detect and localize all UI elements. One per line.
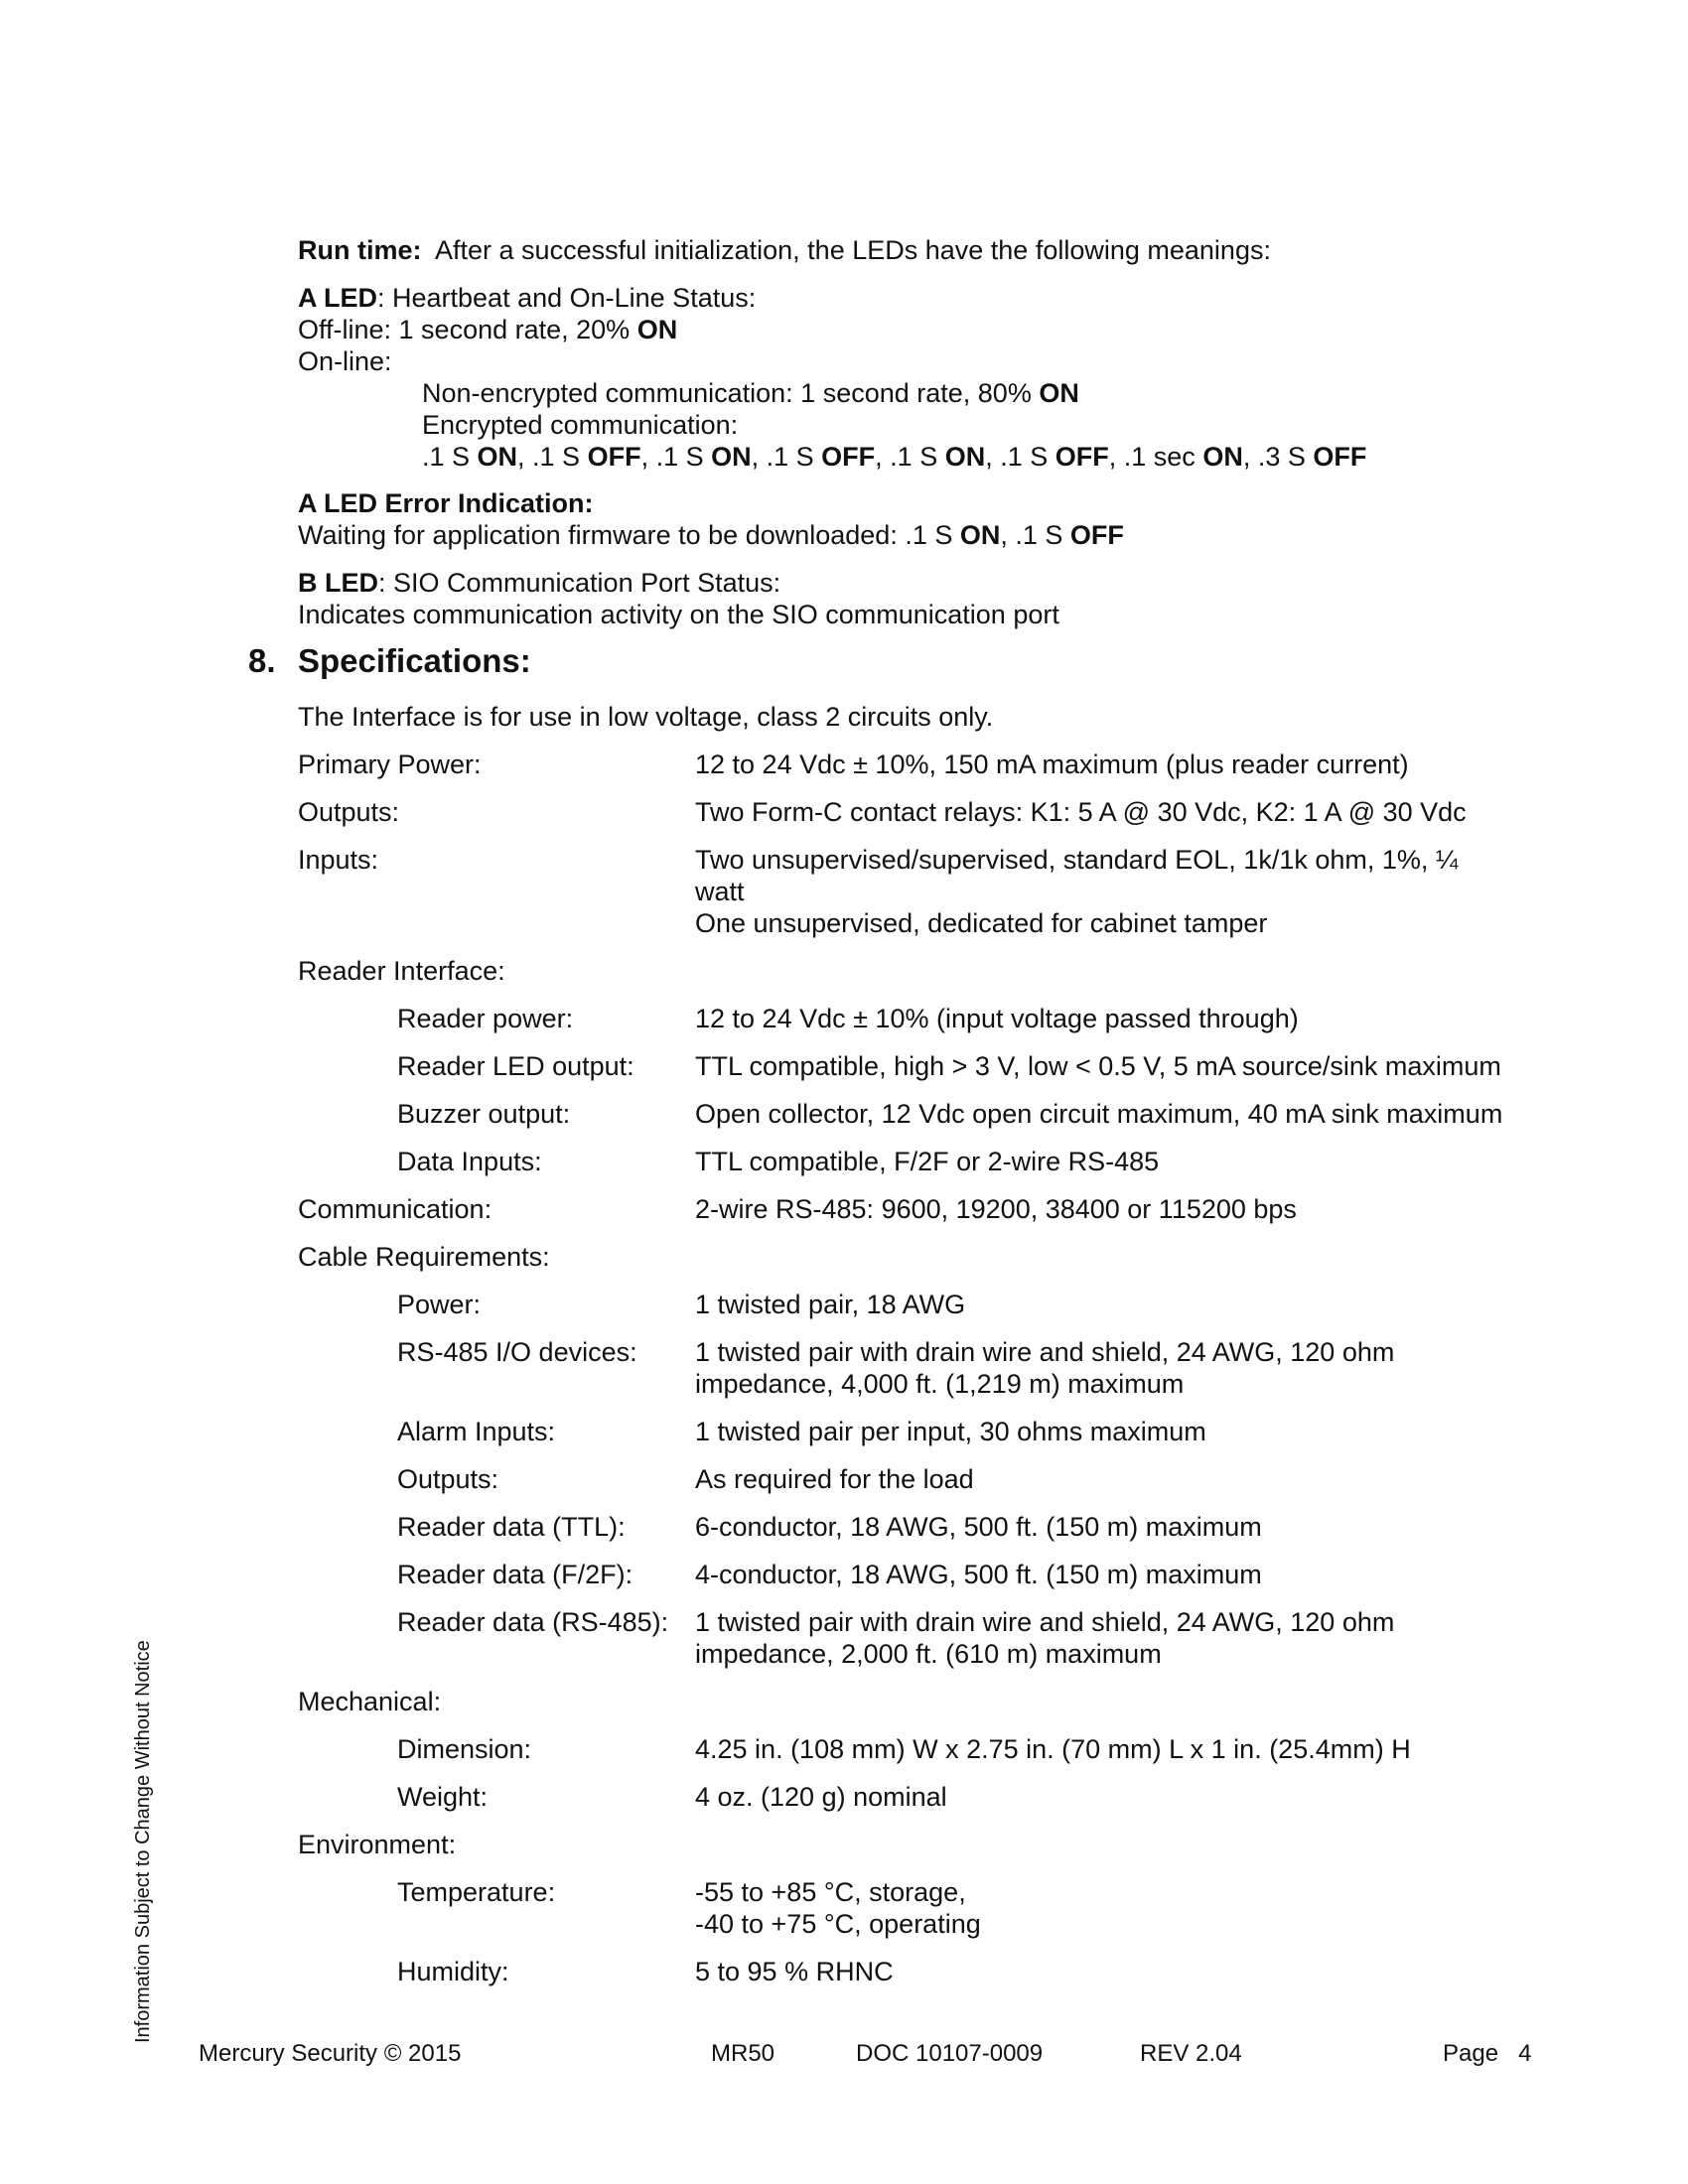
seq-text: , .3 S <box>1242 442 1314 472</box>
error-on: ON <box>959 520 1001 550</box>
a-led-online-label: On-line: <box>298 346 392 376</box>
b-led-title-rest: : SIO Communication Port Status: <box>378 568 781 598</box>
footer-page-number: 4 <box>1518 2040 1532 2067</box>
spec-value: TTL compatible, F/2F or 2-wire RS-485 <box>695 1147 1160 1176</box>
section-number: 8. <box>248 642 276 679</box>
spec-value: 1 twisted pair with drain wire and shield, 24 AWG, 120 ohm <box>695 1337 1395 1367</box>
runtime-paragraph <box>298 234 1271 266</box>
footer-model: MR50 <box>711 2040 775 2067</box>
spec-group-label: Mechanical: <box>298 1687 442 1716</box>
a-led-encrypted-sequence <box>422 441 1366 473</box>
section-title: Specifications: <box>298 642 531 679</box>
spec-label: Inputs: <box>298 845 379 875</box>
seq-text: .1 S <box>422 442 478 472</box>
nonencrypted-text: Non-encrypted communication: 1 second rate, 80% <box>422 378 1040 408</box>
seq-on: ON <box>477 442 518 472</box>
a-led-error-title <box>298 487 594 519</box>
footer-rev: REV 2.04 <box>1140 2040 1242 2067</box>
spec-value: Open collector, 12 Vdc open circuit maximum, 40 mA sink maximum <box>695 1099 1503 1129</box>
spec-value: 12 to 24 Vdc ± 10%, 150 mA maximum (plus reader current) <box>695 750 1409 779</box>
seq-text: , .1 S <box>751 442 822 472</box>
spec-value: Two unsupervised/supervised, standard EOL, 1k/1k ohm, 1%, ¼ <box>695 845 1459 875</box>
spec-value: 2-wire RS-485: 9600, 19200, 38400 or 115200 bps <box>695 1194 1297 1224</box>
spec-label: Alarm Inputs: <box>397 1417 556 1446</box>
footer-page <box>1443 2038 1531 2070</box>
spec-group-label: Environment: <box>298 1830 457 1859</box>
spec-value: Two Form-C contact relays: K1: 5 A @ 30 Vdc, K2: 1 A @ 30 Vdc <box>695 797 1467 827</box>
b-led-text: Indicates communication activity on the SIO communication port <box>298 600 1059 629</box>
error-mid: , .1 S <box>1000 520 1070 550</box>
spec-value: 1 twisted pair, 18 AWG <box>695 1290 966 1319</box>
a-led-title-rest: : Heartbeat and On-Line Status: <box>377 283 757 313</box>
spec-group-label: Cable Requirements: <box>298 1242 550 1272</box>
spec-label: Reader data (RS-485): <box>397 1607 669 1637</box>
runtime-label: Run time: <box>298 235 422 265</box>
spec-value-line2: impedance, 2,000 ft. (610 m) maximum <box>695 1639 1162 1669</box>
a-led-offline <box>298 314 677 345</box>
seq-on: ON <box>1202 442 1243 472</box>
footer-doc: DOC 10107-0009 <box>856 2040 1044 2067</box>
spec-value-line3: One unsupervised, dedicated for cabinet tamper <box>695 908 1268 938</box>
runtime-text: After a successful initialization, the LEDs have the following meanings: <box>435 235 1271 265</box>
spec-group-label: Reader Interface: <box>298 956 505 986</box>
b-led-label: B LED <box>298 568 378 598</box>
seq-off: OFF <box>587 442 641 472</box>
spec-label: Outputs: <box>298 797 400 827</box>
spec-value: 6-conductor, 18 AWG, 500 ft. (150 m) maximum <box>695 1512 1262 1542</box>
spec-value: -55 to +85 °C, storage, <box>695 1877 966 1907</box>
seq-off: OFF <box>1313 442 1367 472</box>
spec-label: Power: <box>397 1290 482 1319</box>
spec-label: Data Inputs: <box>397 1147 542 1176</box>
spec-label: Humidity: <box>397 1957 509 1986</box>
spec-value: TTL compatible, high > 3 V, low < 0.5 V, 5 mA source/sink maximum <box>695 1051 1501 1081</box>
offline-on: ON <box>636 315 678 344</box>
spec-value: 1 twisted pair per input, 30 ohms maximum <box>695 1417 1206 1446</box>
a-led-title <box>298 282 756 314</box>
seq-text: , .1 S <box>640 442 712 472</box>
seq-text: , .1 S <box>985 442 1055 472</box>
footer-company: Mercury Security © 2015 <box>199 2040 462 2067</box>
spec-value: 1 twisted pair with drain wire and shield, 24 AWG, 120 ohm <box>695 1607 1395 1637</box>
spec-label: Reader LED output: <box>397 1051 634 1081</box>
spec-value-line2: -40 to +75 °C, operating <box>695 1909 981 1939</box>
spec-value: 4 oz. (120 g) nominal <box>695 1782 947 1812</box>
a-led-label: A LED <box>298 283 377 313</box>
spec-label: Reader power: <box>397 1004 574 1033</box>
spec-label: Primary Power: <box>298 750 482 779</box>
spec-value: 4.25 in. (108 mm) W x 2.75 in. (70 mm) L x 1 in. (25.4mm) H <box>695 1734 1411 1764</box>
a-led-nonencrypted <box>422 377 1079 409</box>
seq-text: , .1 S <box>517 442 588 472</box>
seq-off: OFF <box>821 442 876 472</box>
spec-label: Weight: <box>397 1782 489 1812</box>
error-text: Waiting for application firmware to be downloaded: .1 S <box>298 520 960 550</box>
spec-label: RS-485 I/O devices: <box>397 1337 637 1367</box>
a-led-encrypted-label: Encrypted communication: <box>422 410 739 440</box>
spec-label: Outputs: <box>397 1464 499 1494</box>
spec-value: 4-conductor, 18 AWG, 500 ft. (150 m) maximum <box>695 1560 1262 1589</box>
spec-label: Reader data (TTL): <box>397 1512 626 1542</box>
seq-off: OFF <box>1055 442 1109 472</box>
seq-text: , .1 S <box>875 442 945 472</box>
a-led-error-text <box>298 519 1124 551</box>
seq-on: ON <box>711 442 752 472</box>
side-note: Information Subject to Change Without Notice <box>132 1640 154 2043</box>
a-led-error-heading: A LED Error Indication: <box>298 488 594 518</box>
seq-on: ON <box>944 442 986 472</box>
spec-label: Reader data (F/2F): <box>397 1560 633 1589</box>
footer-page-label: Page <box>1443 2040 1499 2067</box>
seq-text: , .1 sec <box>1108 442 1203 472</box>
spec-label: Buzzer output: <box>397 1099 571 1129</box>
spec-value: 12 to 24 Vdc ± 10% (input voltage passed through) <box>695 1004 1299 1033</box>
spec-label: Communication: <box>298 1194 492 1224</box>
section-intro: The Interface is for use in low voltage, class 2 circuits only. <box>298 702 994 732</box>
offline-text: Off-line: 1 second rate, 20% <box>298 315 637 344</box>
spec-label: Temperature: <box>397 1877 556 1907</box>
spec-value-line2: impedance, 4,000 ft. (1,219 m) maximum <box>695 1369 1185 1399</box>
spec-value: As required for the load <box>695 1464 974 1494</box>
error-off: OFF <box>1069 520 1124 550</box>
spec-value-line2: watt <box>695 877 745 906</box>
nonencrypted-on: ON <box>1039 378 1079 408</box>
b-led-title <box>298 567 780 599</box>
spec-value: 5 to 95 % RHNC <box>695 1957 894 1986</box>
spec-label: Dimension: <box>397 1734 532 1764</box>
